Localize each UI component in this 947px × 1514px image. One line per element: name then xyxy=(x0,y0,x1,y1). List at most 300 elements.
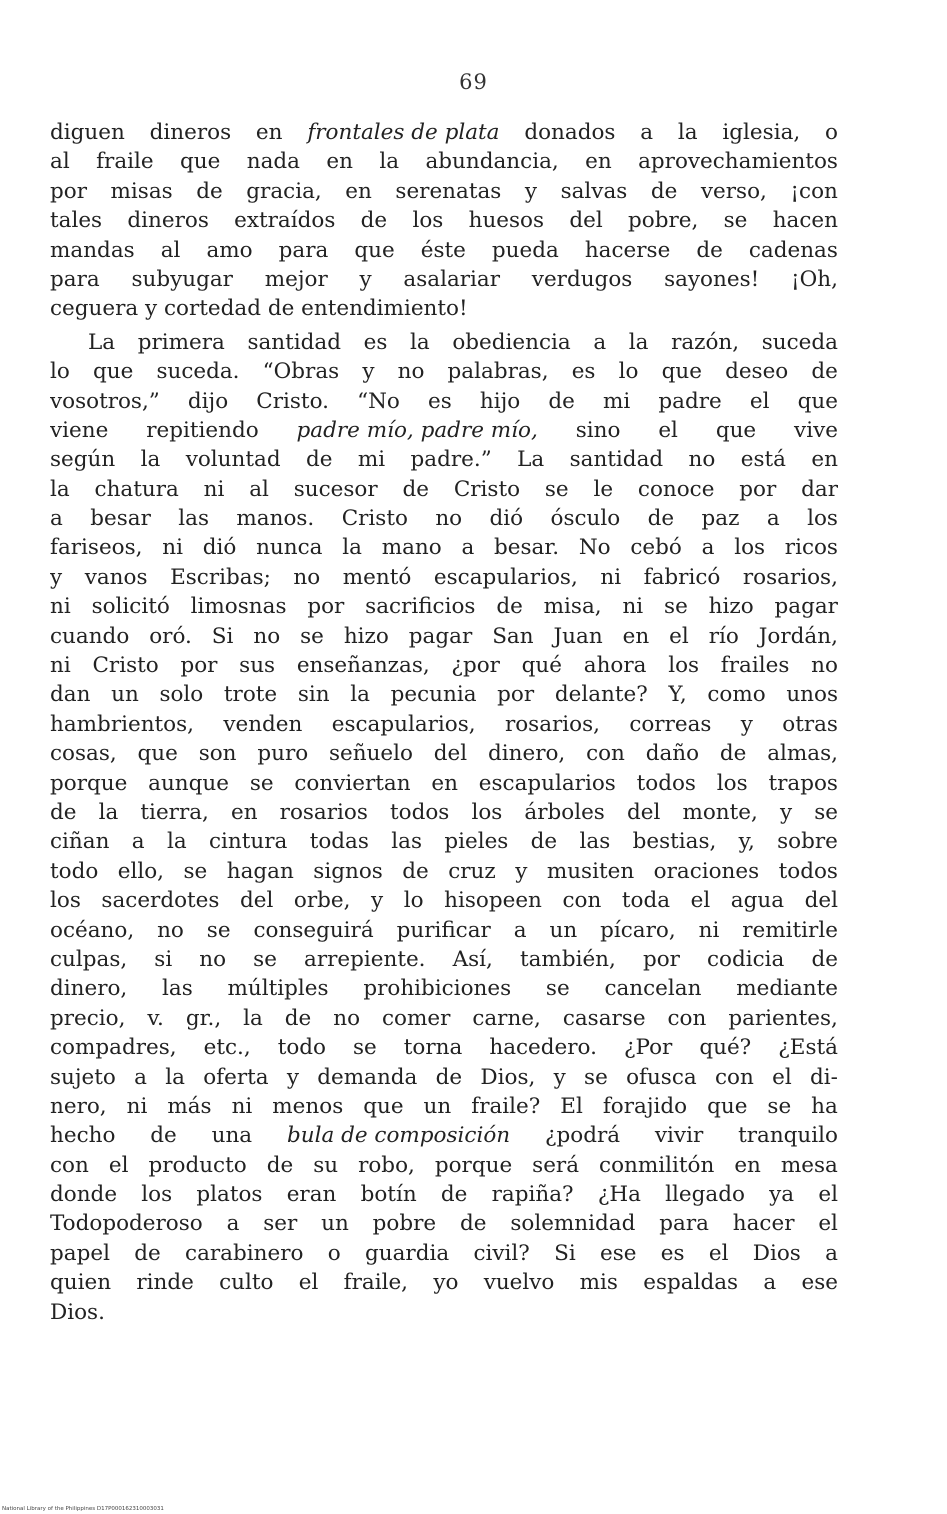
word: los xyxy=(412,208,444,234)
word: ¡Oh, xyxy=(791,266,838,292)
text-line xyxy=(50,445,838,474)
word: Escribas; xyxy=(170,564,271,590)
text-line xyxy=(50,739,838,768)
word: rosarios, xyxy=(504,711,600,737)
word: la xyxy=(410,329,430,355)
word: hizo xyxy=(343,623,389,649)
word: que xyxy=(354,237,395,263)
page-number: 69 xyxy=(459,70,488,94)
word: manos. xyxy=(236,506,315,532)
word: sobre xyxy=(777,829,838,855)
word: padre xyxy=(658,388,722,414)
word: mis xyxy=(579,1270,618,1296)
word: se xyxy=(664,594,688,620)
word: guardia xyxy=(364,1240,450,1266)
word: mejor xyxy=(264,266,328,292)
text-line xyxy=(50,651,838,680)
word: no xyxy=(397,359,425,385)
word: serenatas xyxy=(395,178,502,204)
word: en xyxy=(326,149,353,175)
word: casarse xyxy=(562,1005,646,1031)
word: al xyxy=(50,149,70,175)
text-line xyxy=(50,1209,838,1238)
word: según xyxy=(50,447,116,473)
word: misas xyxy=(110,178,173,204)
word: remitirle xyxy=(742,917,838,943)
word: lo xyxy=(50,359,70,385)
text-line xyxy=(50,416,838,445)
word: Dios. xyxy=(50,1299,105,1325)
word: vanos xyxy=(84,564,148,590)
word: ni xyxy=(162,535,183,561)
word: y xyxy=(553,1064,566,1090)
word: ceguera y cortedad de entendimiento! xyxy=(50,296,468,322)
word: platos xyxy=(196,1182,263,1208)
word: la xyxy=(243,1005,263,1031)
word: cruz xyxy=(448,858,496,884)
word: di- xyxy=(809,1064,838,1090)
word: palabras, xyxy=(447,359,549,385)
text-line xyxy=(50,1298,838,1327)
word: y xyxy=(50,564,63,590)
word: con xyxy=(667,1005,707,1031)
word: y xyxy=(286,1064,299,1090)
word: forajido xyxy=(602,1093,688,1119)
word: suceda xyxy=(761,329,838,355)
text-line xyxy=(50,294,838,323)
text-line xyxy=(50,328,838,357)
word: y xyxy=(515,858,528,884)
word: pecunia xyxy=(390,682,477,708)
body-text xyxy=(50,118,838,1327)
paragraph xyxy=(50,328,838,1327)
word: un xyxy=(111,682,139,708)
word: al xyxy=(249,476,269,502)
word: solicitó xyxy=(91,594,170,620)
word: se xyxy=(300,623,324,649)
word: ha xyxy=(811,1093,838,1119)
word: besar xyxy=(90,506,151,532)
word: el xyxy=(690,888,711,914)
word: fraile, xyxy=(343,1270,409,1296)
word: mi xyxy=(357,447,386,473)
word: eran xyxy=(286,1182,337,1208)
word: extraídos xyxy=(234,208,336,234)
word: sacerdotes xyxy=(101,888,220,914)
word: mandas xyxy=(50,237,135,263)
word: por xyxy=(307,594,345,620)
word: por xyxy=(497,682,535,708)
word: de xyxy=(811,359,838,385)
word: menos xyxy=(272,1093,344,1119)
word: si xyxy=(154,946,173,972)
word: culto xyxy=(219,1270,274,1296)
word: ofusca xyxy=(626,1064,697,1090)
word: monte, xyxy=(682,799,758,825)
word: de xyxy=(150,1123,177,1149)
word: mediante xyxy=(736,976,838,1002)
word: dió xyxy=(489,506,524,532)
word: el xyxy=(669,623,689,649)
word: gr., xyxy=(185,1005,222,1031)
word: más xyxy=(167,1093,212,1119)
word: se xyxy=(544,476,569,502)
word: la xyxy=(98,799,119,825)
word: el xyxy=(708,1240,729,1266)
word: a xyxy=(763,1270,777,1296)
word: etc., xyxy=(203,1035,251,1061)
word: se xyxy=(814,799,838,825)
word: hacedero. xyxy=(489,1035,597,1061)
text-line xyxy=(50,533,838,562)
word: que xyxy=(180,149,221,175)
word: purificar xyxy=(396,917,491,943)
word: dar xyxy=(801,476,838,502)
word: océano, xyxy=(50,917,135,943)
word: ni xyxy=(203,476,225,502)
word: pieles xyxy=(444,829,509,855)
word: arrepiente. xyxy=(304,946,426,972)
word: el xyxy=(108,1152,129,1178)
word: cadenas xyxy=(748,237,838,263)
word: a xyxy=(226,1211,240,1237)
word: No xyxy=(578,535,611,561)
word: hisopeen xyxy=(444,888,542,914)
text-line xyxy=(50,1180,838,1209)
text-line xyxy=(50,1268,838,1297)
word: hijo xyxy=(479,388,521,414)
word: delante? xyxy=(554,682,648,708)
word: no xyxy=(199,946,227,972)
word: solemnidad xyxy=(510,1211,636,1237)
word: v. xyxy=(147,1005,164,1031)
italic-text: padre mío, padre mío, xyxy=(296,417,538,443)
word: donde xyxy=(50,1182,118,1208)
word: le xyxy=(593,476,614,502)
word: yo xyxy=(433,1270,459,1296)
word: demanda xyxy=(317,1064,418,1090)
word: nero, xyxy=(50,1093,107,1119)
word: sayones! xyxy=(664,266,760,292)
italic-text: bula de composición xyxy=(286,1123,511,1149)
word: codicia xyxy=(707,946,785,972)
word: en xyxy=(734,1152,761,1178)
word: frailes xyxy=(720,653,790,679)
word: los xyxy=(141,1182,173,1208)
word: a xyxy=(461,535,475,561)
word: de xyxy=(402,858,429,884)
word: la xyxy=(140,447,161,473)
word: a xyxy=(640,120,654,145)
word: rapiña? xyxy=(491,1182,574,1208)
word: para xyxy=(278,237,329,263)
word: del xyxy=(804,888,838,914)
word: se xyxy=(545,976,570,1002)
word: los xyxy=(668,653,700,679)
word: escapularios xyxy=(478,770,616,796)
word: pueda xyxy=(491,237,559,263)
word: en xyxy=(255,120,283,145)
word: los xyxy=(734,535,766,561)
word: subyugar xyxy=(131,266,233,292)
word: tierra, xyxy=(140,799,209,825)
word: limosnas xyxy=(190,594,287,620)
word: del xyxy=(239,888,274,914)
word: su xyxy=(313,1152,339,1178)
word: huesos xyxy=(468,208,545,234)
word: botín xyxy=(360,1182,417,1208)
word: se xyxy=(206,917,231,943)
word: musiten xyxy=(546,858,635,884)
word: lo xyxy=(618,359,639,385)
word: diguen xyxy=(50,120,125,145)
word: repitiendo xyxy=(146,417,259,443)
text-line xyxy=(50,974,838,1003)
word: cosas, xyxy=(50,741,117,767)
word: mi xyxy=(602,388,631,414)
word: bestias, xyxy=(632,829,717,855)
word: Si xyxy=(211,623,234,649)
footer-credit: National Library of the Philippines D17P000162310003031 xyxy=(2,1506,164,1512)
word: mesa xyxy=(780,1152,838,1178)
word: hecho xyxy=(50,1123,116,1149)
word: porque xyxy=(434,1152,513,1178)
word: ni xyxy=(50,653,71,679)
word: correas xyxy=(629,711,712,737)
word: sujeto xyxy=(50,1064,116,1090)
word: unos xyxy=(786,682,838,708)
word: civil? xyxy=(473,1240,530,1266)
word: Y, xyxy=(668,682,687,708)
word: no xyxy=(435,506,463,532)
word: lo xyxy=(403,888,424,914)
word: de xyxy=(460,1211,487,1237)
word: prohibiciones xyxy=(363,976,512,1002)
word: oró. xyxy=(149,623,192,649)
word: vivir xyxy=(654,1123,704,1149)
word: espaldas xyxy=(643,1270,739,1296)
word: está xyxy=(740,447,786,473)
word: primera xyxy=(137,329,225,355)
word: como xyxy=(707,682,766,708)
word: hacer xyxy=(732,1211,795,1237)
word: en xyxy=(230,799,258,825)
word: las xyxy=(391,829,422,855)
word: misa, xyxy=(543,594,602,620)
word: verso, xyxy=(700,178,767,204)
word: Así, xyxy=(452,946,493,972)
word: de xyxy=(696,237,723,263)
text-line xyxy=(50,886,838,915)
word: fraile xyxy=(96,149,154,175)
text-line xyxy=(50,1239,838,1268)
text-line xyxy=(50,475,838,504)
word: de xyxy=(650,178,678,204)
word: pagar xyxy=(408,623,473,649)
word: en xyxy=(345,178,372,204)
word: razón, xyxy=(671,329,740,355)
word: cancelan xyxy=(604,976,702,1002)
word: tranquilo xyxy=(738,1123,838,1149)
word: y xyxy=(524,178,538,204)
word: qué? xyxy=(699,1035,752,1061)
word: sacrificios xyxy=(365,594,476,620)
word: a xyxy=(766,506,780,532)
word: signos xyxy=(313,858,383,884)
word: quien xyxy=(50,1270,112,1296)
word: ahora xyxy=(583,653,647,679)
word: compadres, xyxy=(50,1035,177,1061)
word: toda xyxy=(621,888,671,914)
word: y xyxy=(359,266,372,292)
word: ni xyxy=(126,1093,148,1119)
word: y xyxy=(740,711,753,737)
text-line xyxy=(50,857,838,886)
word: sus xyxy=(239,653,276,679)
word: oraciones xyxy=(653,858,760,884)
word: al xyxy=(160,237,181,263)
word: un xyxy=(549,917,578,943)
word: que xyxy=(797,388,838,414)
word: producto xyxy=(148,1152,247,1178)
word: no xyxy=(157,917,184,943)
text-line xyxy=(50,1033,838,1062)
word: pobre xyxy=(372,1211,437,1237)
text-line xyxy=(50,827,838,856)
word: los xyxy=(471,799,503,825)
word: hagan xyxy=(226,858,294,884)
text-line xyxy=(50,206,838,235)
word: mentó xyxy=(342,564,412,590)
word: del xyxy=(626,799,661,825)
word: todas xyxy=(309,829,369,855)
text-line xyxy=(50,357,838,386)
word: se xyxy=(723,208,748,234)
word: por xyxy=(642,946,680,972)
word: todos xyxy=(636,770,696,796)
word: ricos xyxy=(784,535,838,561)
word: a xyxy=(131,829,145,855)
word: verdugos xyxy=(531,266,633,292)
word: pobre, xyxy=(628,208,699,234)
word: una xyxy=(211,1123,253,1149)
word: ciñan xyxy=(50,829,110,855)
word: papel xyxy=(50,1240,110,1266)
word: almas, xyxy=(767,741,838,767)
word: santidad xyxy=(569,447,664,473)
word: Cristo xyxy=(341,506,408,532)
word: asalariar xyxy=(403,266,501,292)
word: enseñanzas, xyxy=(296,653,430,679)
word: por xyxy=(739,476,777,502)
word: fabricó xyxy=(643,564,721,590)
word: porque xyxy=(50,770,128,796)
word: y, xyxy=(738,829,755,855)
word: dinero, xyxy=(50,976,128,1002)
word: donados xyxy=(524,120,616,145)
word: de xyxy=(134,1240,161,1266)
word: la xyxy=(677,120,698,145)
word: de xyxy=(196,178,223,204)
word: con xyxy=(714,1064,754,1090)
word: fariseos, xyxy=(50,535,143,561)
word: se xyxy=(253,946,277,972)
word: de xyxy=(440,1182,468,1208)
word: a xyxy=(50,506,63,532)
word: la xyxy=(166,829,187,855)
word: mano xyxy=(381,535,442,561)
word: el xyxy=(658,417,678,443)
word: ser xyxy=(263,1211,298,1237)
word: son xyxy=(198,741,237,767)
word: hacen xyxy=(772,208,838,234)
word: agua xyxy=(730,888,785,914)
word: conseguirá xyxy=(253,917,374,943)
word: por xyxy=(180,653,218,679)
word: sucesor xyxy=(293,476,378,502)
word: Dios xyxy=(752,1240,801,1266)
word: se xyxy=(249,770,274,796)
text-line xyxy=(50,1151,838,1180)
text-line xyxy=(50,387,838,416)
word: escapularios, xyxy=(331,711,476,737)
word: el xyxy=(818,1211,838,1237)
word: un xyxy=(321,1211,349,1237)
word: dineros xyxy=(149,120,232,145)
word: ¿podrá xyxy=(544,1123,621,1149)
word: y xyxy=(362,359,375,385)
word: se xyxy=(584,1064,608,1090)
word: dijo xyxy=(187,388,229,414)
text-line xyxy=(50,798,838,827)
word: ¡con xyxy=(790,178,838,204)
word: abundancia, xyxy=(425,149,559,175)
word: aprovechamientos xyxy=(638,149,838,175)
word: no xyxy=(253,623,281,649)
word: conviertan xyxy=(294,770,411,796)
word: la xyxy=(50,476,70,502)
word: otras xyxy=(782,711,838,737)
text-line xyxy=(50,1004,838,1033)
word: padre.” xyxy=(410,447,492,473)
word: hacerse xyxy=(584,237,671,263)
word: a xyxy=(513,917,527,943)
word: gracia, xyxy=(246,178,322,204)
word: los xyxy=(50,888,81,914)
word: daño xyxy=(645,741,700,767)
word: carabinero xyxy=(185,1240,304,1266)
text-line xyxy=(50,710,838,739)
word: conoce xyxy=(637,476,715,502)
word: la xyxy=(628,329,649,355)
word: de xyxy=(496,594,523,620)
word: pagar xyxy=(774,594,838,620)
word: también, xyxy=(519,946,616,972)
word: ni xyxy=(231,1093,253,1119)
word: el xyxy=(772,1064,792,1090)
word: qué xyxy=(521,653,563,679)
word: parientes, xyxy=(728,1005,838,1031)
word: y xyxy=(371,888,384,914)
word: o xyxy=(825,120,838,145)
text-line xyxy=(50,504,838,533)
word: la xyxy=(350,682,370,708)
word: es xyxy=(363,329,388,355)
word: nunca xyxy=(256,535,323,561)
text-line xyxy=(50,265,838,294)
word: trote xyxy=(223,682,278,708)
word: será xyxy=(532,1152,580,1178)
